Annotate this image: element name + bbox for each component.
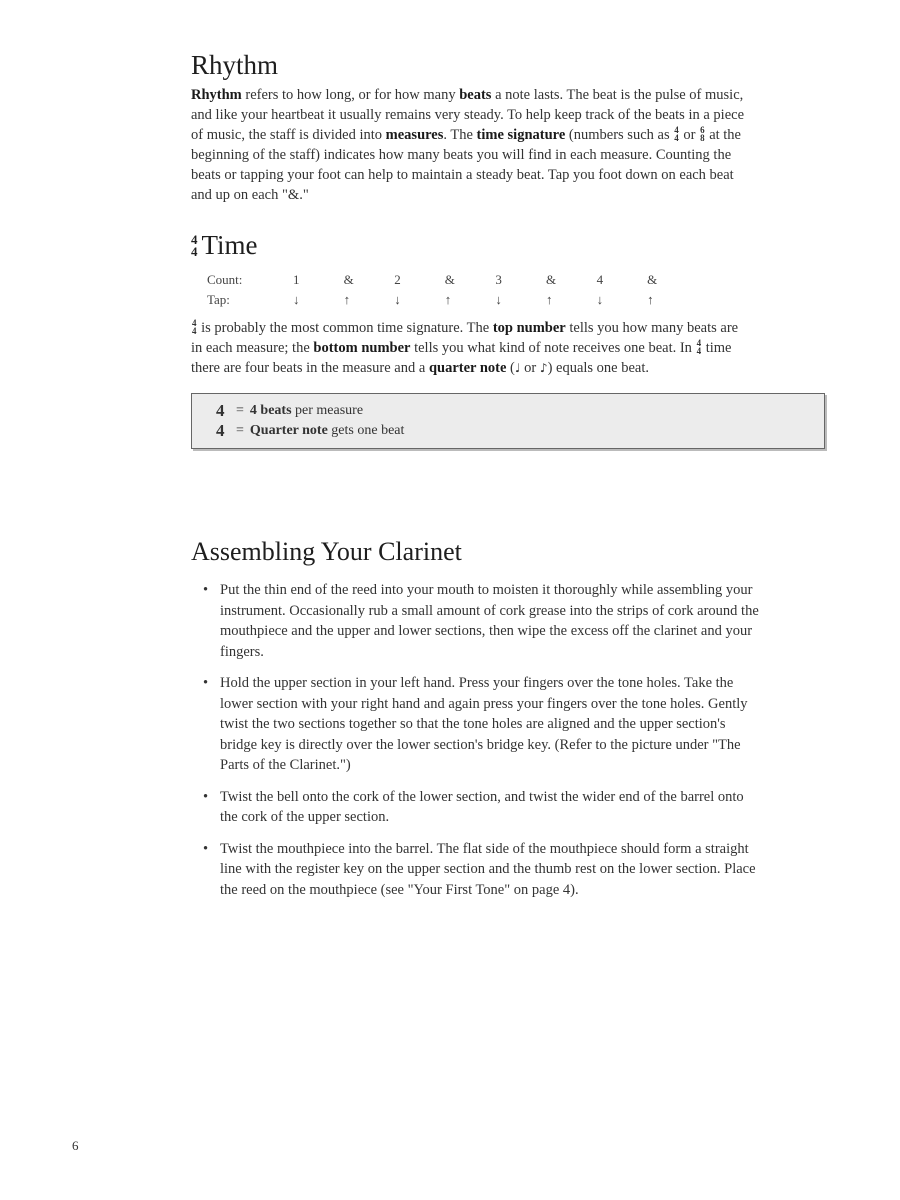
text: tells you how many beats are in each measure; the — [191, 320, 739, 356]
time-signature-explainer-box — [191, 393, 825, 449]
inline-time-signature-4-4 — [697, 339, 702, 355]
tap-up-arrow-icon: ↑ — [343, 292, 351, 307]
time-paragraph — [191, 318, 751, 378]
quarter-note-icon: ♩ — [514, 361, 521, 375]
count-row — [207, 270, 698, 290]
text: per measure — [291, 403, 364, 418]
assembly-steps-list — [203, 580, 763, 911]
term-time-signature: time signature — [476, 127, 566, 143]
bottom-number: 4 — [216, 421, 225, 440]
time-signature-4-4 — [191, 231, 198, 259]
text: time there are four beats in the measure and a — [191, 340, 732, 376]
count-cell: 2 — [394, 272, 401, 287]
text: tells you what kind of note receives one beat. In — [410, 340, 696, 356]
term-bottom-number: bottom number — [313, 340, 411, 356]
tap-down-arrow-icon: ↓ — [394, 292, 401, 307]
text: or — [520, 360, 540, 376]
list-item: • Hold the upper section in your left hand. Press your fingers over the tone holes. Take the lower section with your right hand and again press your fingers over the tone holes. Gently twist the two sections together so that the tone holes are aligned and the upper section's bridge key is directly over the lower section's bridge key. (Refer to the picture under "The Parts of the Clarinet.") — [203, 673, 763, 776]
sig-bottom: 4 — [192, 325, 197, 336]
tap-up-arrow-icon: ↑ — [647, 292, 654, 307]
sig-top: 4 — [191, 231, 198, 247]
count-cell: & — [444, 272, 455, 287]
quarter-note-stem-down-icon: ♪ — [539, 361, 548, 375]
text: gets one beat — [327, 423, 405, 438]
count-cell: 3 — [495, 272, 502, 287]
sig-bottom: 4 — [674, 132, 679, 143]
count-cell: 4 — [596, 272, 604, 287]
bottom-number-line — [216, 421, 404, 441]
tap-row — [207, 290, 698, 310]
term-measures: measures — [385, 127, 444, 143]
tap-label: Tap: — [207, 292, 230, 307]
sig-top: 4 — [192, 317, 197, 328]
text: ) equals one beat. — [547, 360, 650, 376]
quarter-note-term: Quarter note — [249, 423, 328, 438]
sig-top: 6 — [700, 124, 705, 135]
count-cell: & — [647, 272, 658, 287]
assembling-heading: Assembling Your Clarinet — [191, 537, 462, 566]
term-rhythm: Rhythm — [191, 87, 242, 103]
rhythm-paragraph — [191, 85, 751, 205]
text: (numbers such as — [565, 127, 674, 143]
sig-top: 4 — [696, 337, 702, 348]
text: at the beginning of the staff) indicates how many beats you will find in each measure. Counting the beats or tapping your foot can help to maintain a steady beat. Tap you foot down on each beat and up on each "&." — [191, 127, 741, 203]
count-cell: 1 — [293, 272, 300, 287]
text: . The — [443, 127, 477, 143]
beats-term: 4 beats — [249, 403, 292, 418]
term-top-number: top number — [492, 320, 566, 336]
list-item: • Put the thin end of the reed into your mouth to moisten it thoroughly while assembling your instrument. Occasionally rub a small amount of cork grease into the strips of cork around the mouthpiece and the upper and lower sections, then wipe the excess off the clarinet and your fingers. — [203, 580, 763, 662]
count-tap-table — [207, 270, 698, 310]
text: is probably the most common time signature. The — [197, 320, 493, 336]
sig-bottom: 4 — [696, 345, 702, 356]
tap-down-arrow-icon: ↓ — [596, 292, 604, 307]
inline-time-signature-4-4 — [192, 319, 197, 335]
equals-sign: = — [236, 403, 244, 418]
sig-bottom: 4 — [191, 243, 198, 259]
page-number: 6 — [72, 1138, 79, 1153]
text: a note lasts. The beat is the pulse of music, and like your heartbeat it usually remains very steady. To help keep track of the beats in a piece of music, the staff is divided into — [191, 87, 745, 143]
tap-up-arrow-icon: ↑ — [545, 292, 553, 307]
tap-up-arrow-icon: ↑ — [444, 292, 452, 307]
top-number-line — [216, 401, 363, 421]
inline-time-signature-4-4 — [674, 126, 679, 142]
text: or — [679, 127, 700, 143]
count-cell: & — [545, 272, 557, 287]
text: ( — [506, 360, 515, 376]
list-item: • Twist the mouthpiece into the barrel. The flat side of the mouthpiece should form a straight line with the register key on the upper section and the thumb rest on the lower section. Place the reed on the mouthpiece (see "Your First Tone" on page 4). — [203, 839, 763, 901]
heading-text: Time — [201, 230, 258, 260]
term-quarter-note: quarter note — [428, 360, 507, 376]
count-cell: & — [343, 272, 354, 287]
sig-bottom: 8 — [700, 132, 705, 143]
term-beats: beats — [459, 87, 492, 103]
four-four-time-heading — [191, 230, 258, 261]
sig-top: 4 — [674, 124, 679, 135]
equals-sign: = — [236, 423, 244, 438]
count-label: Count: — [207, 272, 243, 287]
top-number: 4 — [216, 401, 225, 420]
tap-down-arrow-icon: ↓ — [293, 292, 300, 307]
inline-time-signature-6-8 — [700, 126, 705, 142]
text: refers to how long, or for how many — [241, 87, 460, 103]
rhythm-heading: Rhythm — [191, 50, 279, 80]
tap-down-arrow-icon: ↓ — [495, 292, 502, 307]
list-item: • Twist the bell onto the cork of the lower section, and twist the wider end of the barrel onto the cork of the upper section. — [203, 787, 763, 828]
